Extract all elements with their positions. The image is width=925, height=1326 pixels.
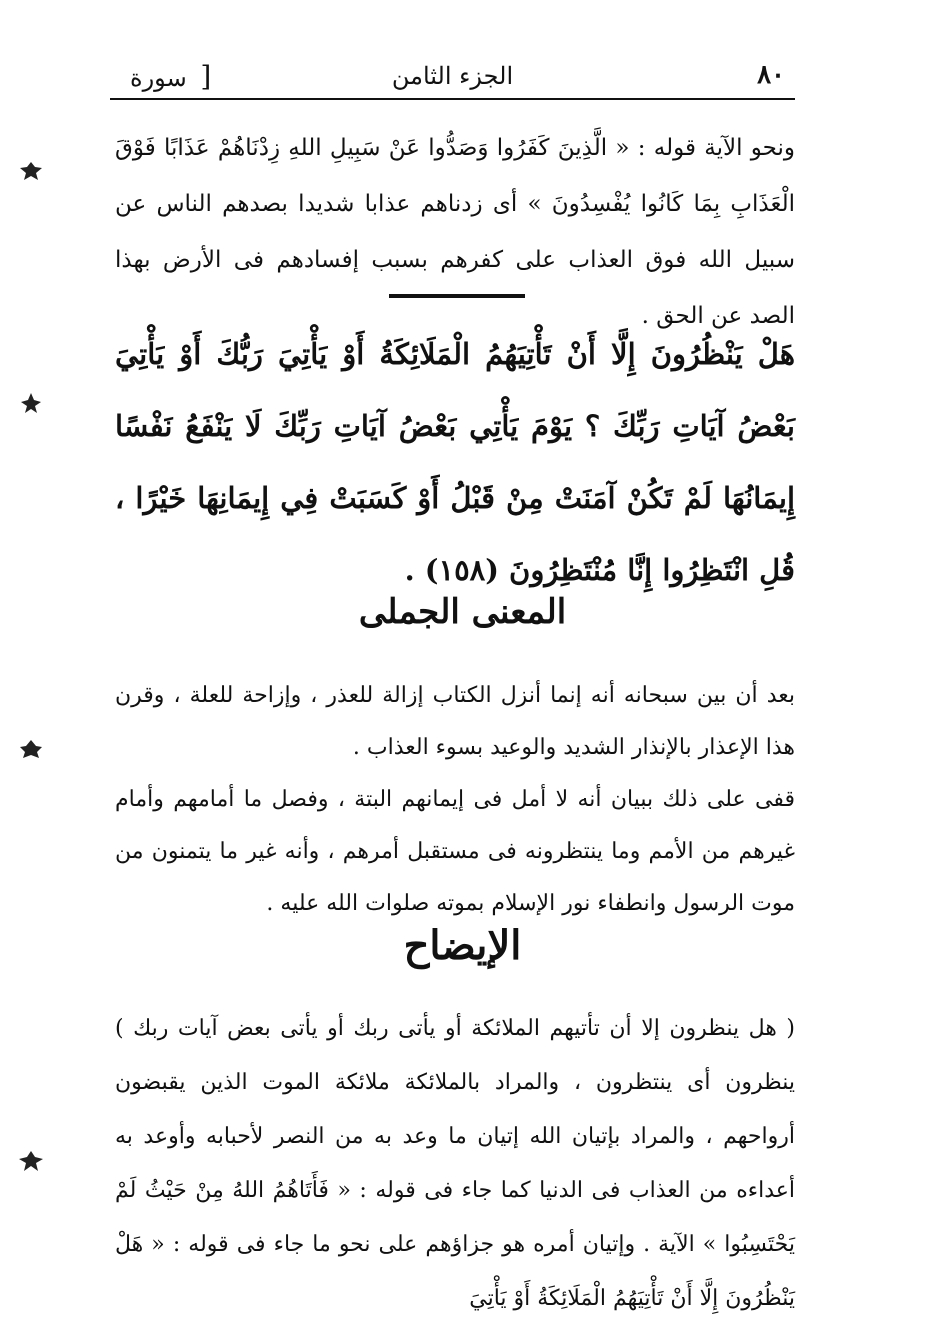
surah-bracket: [ <box>200 60 212 93</box>
header-rule <box>110 98 795 100</box>
binding-hole-icon <box>18 392 44 414</box>
quran-verse: هَلْ يَنْظُرُونَ إِلَّا أَنْ تَأْتِيَهُمُ الْمَلَائِكَةُ أَوْ يَأْتِيَ رَبُّكَ أَوْ يَأْتِيَ بَعْضُ آيَاتِ رَبِّكَ ؟ يَوْمَ يَأْتِي بَعْضُ آيَاتِ رَبِّكَ لَا يَنْفَعُ نَفْسًا إِيمَانُهَا لَمْ تَكُنْ آمَنَتْ مِنْ قَبْلُ أَوْ كَسَبَتْ فِي إِيمَانِهَا خَيْرًا ، قُلِ انْتَظِرُوا إِنَّا مُنْتَظِرُونَ (١٥٨) . <box>115 337 795 587</box>
commentary-paragraph-4: ( هل ينظرون إلا أن تأتيهم الملائكة أو يأتى ربك أو يأتى بعض آيات ربك ) ينظرون أى ينتظرون ، والمراد بالملائكة ملائكة الموت الذين يقبضون أرواحهم ، والمراد بإتيان الله إتيان ما وعد به من النصر لأحبابه وأوعد به أعداءه من العذاب فى الدنيا كما جاء فى قوله : « فَأَتَاهُمُ اللهُ مِنْ حَيْثُ لَمْ يَحْتَسِبُوا » الآية . وإتيان أمره هو جزاؤهم على نحو ما جاء فى قوله : « هَلْ يَنْظُرُونَ إِلَّا أَنْ تَأْتِيَهُمُ الْمَلَائِكَةُ أَوْ يَأْتِيَ <box>115 1016 795 1311</box>
section-heading-general-meaning: المعنى الجملى <box>358 592 567 632</box>
page-header <box>110 52 795 102</box>
binding-hole-icon <box>18 1150 44 1172</box>
commentary-paragraph-3: قفى على ذلك ببيان أنه لا أمل فى إيمانهم البتة ، وفصل ما أمامهم وأمام غيرهم من الأمم وما ينتظرونه فى مستقبل أمرهم ، وأنه غير ما يتمنون من موت الرسول وانطفاء نور الإسلام بموته صلوات الله عليه . <box>115 787 795 916</box>
section-heading-clarification: الإيضاح <box>403 922 522 969</box>
surah-label: سورة <box>130 64 187 92</box>
surah-label-group <box>130 60 211 93</box>
commentary-paragraph-1: ونحو الآية قوله : « الَّذِينَ كَفَرُوا وَصَدُّوا عَنْ سَبِيلِ اللهِ زِدْنَاهُمْ عَذَابًا فَوْقَ الْعَذَابِ بِمَا كَانُوا يُفْسِدُونَ » أى زدناهم عذابا شديدا بصدهم الناس عن سبيل الله فوق العذاب على كفرهم بسبب إفسادهم فى الأرض بهذا الصد عن الحق . <box>115 135 795 329</box>
section-separator <box>389 294 525 298</box>
page-number: ٨٠ <box>757 60 785 90</box>
binding-hole-icon <box>18 160 44 182</box>
commentary-paragraph-2: بعد أن بين سبحانه أنه إنما أنزل الكتاب إزالة للعذر ، وإزاحة للعلة ، وقرن هذا الإعذار بالإنذار الشديد والوعيد بسوء العذاب . <box>115 683 795 760</box>
juz-title: الجزء الثامن <box>391 62 514 90</box>
binding-hole-icon <box>18 738 44 760</box>
